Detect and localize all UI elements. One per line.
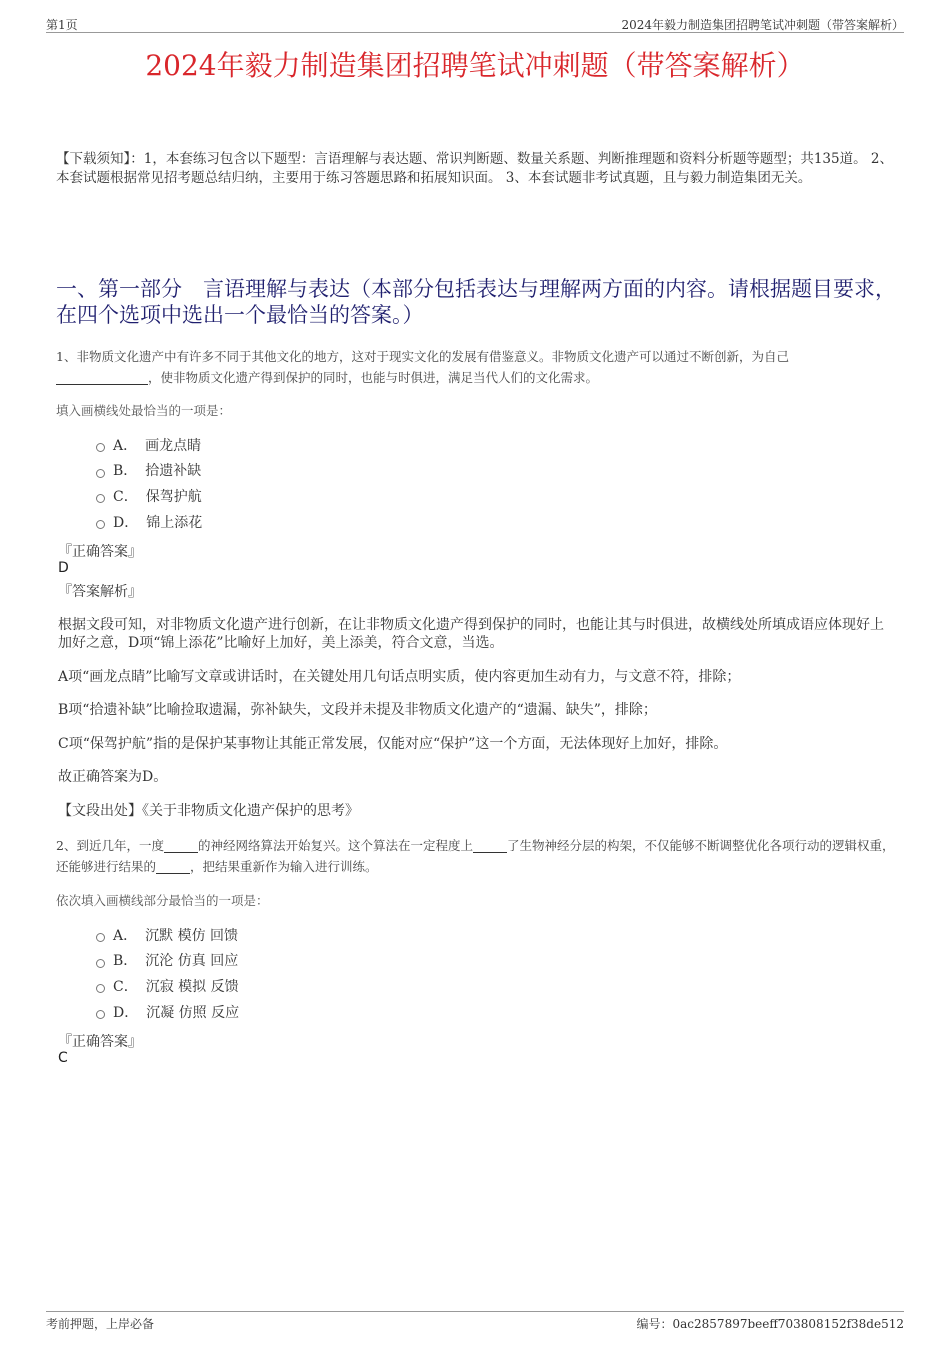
radio-icon[interactable] (96, 443, 105, 452)
question-2-text: 2、到近几年，一度 的神经网络算法开始复兴。这个算法在一定程度上 了生物神经分层的构架，不仅能够不断调整优化各项行动的逻辑权重，还能够进行结果的 ，把结果重新作为输入进行训练。 (56, 838, 895, 874)
radio-icon[interactable] (96, 469, 105, 478)
page-footer (46, 1311, 904, 1331)
question-2-option-c[interactable]: C． 沉寂 模拟 反馈 (96, 973, 239, 999)
footer-code: 编号：0ac2857897beeff703808152f38de512 (636, 1317, 904, 1331)
question-1-option-a[interactable]: A． 画龙点睛 (96, 432, 202, 458)
question-1-text (56, 346, 896, 388)
question-1-text-part2: ，使非物质文化遗产得到保护的同时，也能与时俱进，满足当代人们的文化需求。 (148, 370, 599, 385)
page-header (46, 14, 904, 33)
question-2-option-a[interactable]: A． 沉默 模仿 回馈 (96, 922, 239, 948)
question-1-answer: D (58, 560, 69, 576)
header-doc-name: 2024年毅力制造集团招聘笔试冲刺题（带答案解析） (621, 18, 904, 32)
question-1-analysis-para: 故正确答案为D。 (58, 769, 168, 785)
radio-icon[interactable] (96, 959, 105, 968)
question-1-source: 【文段出处】《关于非物质文化遗产保护的思考》 (58, 803, 359, 819)
page-number: 第1页 (46, 18, 78, 32)
radio-icon[interactable] (96, 494, 105, 503)
question-2-blank-2 (473, 839, 507, 853)
question-1-option-d[interactable]: D． 锦上添花 (96, 509, 202, 535)
question-2-answer-label: 『正确答案』 (58, 1034, 142, 1050)
radio-icon[interactable] (96, 520, 105, 529)
question-1-prompt: 填入画横线处最恰当的一项是： (56, 403, 232, 418)
download-notice: 【下载须知】：1，本套练习包含以下题型：言语理解与表达题、常识判断题、数量关系题、判断推理题和资料分析题等题型；共135道。 2、本套试题根据常见招考题总结归纳，主要用于练习答题思路和拓展知识面。 3、本套试题非考试真题，且与毅力制造集团无关。 (56, 151, 893, 186)
question-1-analysis-para: B项“拾遗补缺”比喻捡取遗漏，弥补缺失，文段并未提及非物质文化遗产的“遗漏、缺失”，排除； (58, 702, 657, 718)
footer-slogan: 考前押题，上岸必备 (46, 1317, 155, 1331)
question-1-analysis-para: A项“画龙点睛”比喻写文章或讲话时，在关键处用几句话点明实质，使内容更加生动有力，与文意不符，排除； (58, 669, 741, 685)
question-1-text-part1: 1、非物质文化遗产中有许多不同于其他文化的地方，这对于现实文化的发展有借鉴意义。非物质文化遗产可以通过不断创新，为自己 (56, 349, 789, 364)
radio-icon[interactable] (96, 1010, 105, 1019)
question-2-blank-3 (156, 860, 190, 874)
question-2-blank-1 (164, 839, 198, 853)
question-1-analysis-para: 根据文段可知，对非物质文化遗产进行创新，在让非物质文化遗产得到保护的同时，也能让其与时俱进，故横线处所填成语应体现好上加好之意，D项“锦上添花”比喻好上加好，美上添美，符合文意，当选。 (58, 617, 884, 651)
question-2-options (96, 922, 239, 1024)
question-1-options (96, 432, 202, 534)
radio-icon[interactable] (96, 984, 105, 993)
section-title: 一、第一部分 言语理解与表达（本部分包括表达与理解两方面的内容。请根据题目要求，在四个选项中选出一个最恰当的答案。） (56, 277, 896, 327)
question-1-answer-label: 『正确答案』 (58, 544, 142, 560)
question-2-option-b[interactable]: B． 沉沦 仿真 回应 (96, 948, 239, 974)
question-2-prompt: 依次填入画横线部分最恰当的一项是： (56, 893, 269, 908)
question-1-blank (56, 371, 148, 385)
question-2-option-d[interactable]: D． 沉凝 仿照 反应 (96, 999, 239, 1025)
radio-icon[interactable] (96, 933, 105, 942)
document-title: 2024年毅力制造集团招聘笔试冲刺题（带答案解析） (145, 49, 805, 82)
question-2-answer: C (58, 1050, 68, 1066)
question-1-option-b[interactable]: B． 拾遗补缺 (96, 458, 202, 484)
question-1-analysis-label: 『答案解析』 (58, 584, 142, 600)
question-1-option-c[interactable]: C． 保驾护航 (96, 483, 202, 509)
question-1-analysis-para: C项“保驾护航”指的是保护某事物让其能正常发展，仅能对应“保护”这一个方面，无法体现好上加好，排除。 (58, 736, 728, 752)
